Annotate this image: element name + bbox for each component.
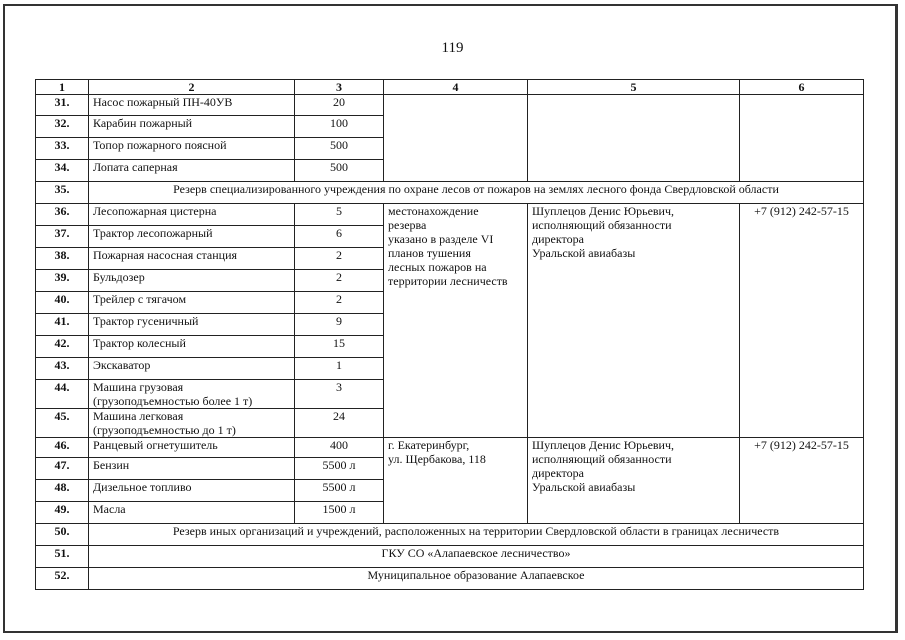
item-name-line: (грузоподъемностью до 1 т)	[93, 423, 236, 437]
item-name: Трейлер с тягачом	[89, 292, 295, 314]
header-cell: 3	[295, 80, 384, 95]
item-qty: 1	[295, 358, 384, 380]
location-cell	[384, 438, 528, 524]
row-number: 45.	[36, 409, 89, 438]
contact-line: исполняющий обязанности	[532, 218, 672, 232]
header-cell: 6	[740, 80, 864, 95]
item-qty: 3	[295, 380, 384, 409]
location-line: указано в разделе VI	[388, 232, 494, 246]
item-qty: 6	[295, 226, 384, 248]
item-qty: 20	[295, 95, 384, 116]
contact-line: Шуплецов Денис Юрьевич,	[532, 438, 675, 452]
section-title: Резерв иных организаций и учреждений, расположенных на территории Свердловской области в границах лесничеств	[89, 524, 864, 546]
item-name: Карабин пожарный	[89, 116, 295, 138]
section-title: Резерв специализированного учреждения по охране лесов от пожаров на землях лесного фонда Свердловской области	[89, 182, 864, 204]
item-name: Масла	[89, 502, 295, 524]
row-number: 32.	[36, 116, 89, 138]
item-name	[89, 409, 295, 438]
item-name: Топор пожарного поясной	[89, 138, 295, 160]
header-cell: 5	[528, 80, 740, 95]
row-number: 34.	[36, 160, 89, 182]
item-qty: 100	[295, 116, 384, 138]
section-title: ГКУ СО «Алапаевское лесничество»	[89, 546, 864, 568]
item-name	[89, 380, 295, 409]
row-number: 50.	[36, 524, 89, 546]
row-number: 46.	[36, 438, 89, 458]
item-qty: 5	[295, 204, 384, 226]
resource-table	[35, 79, 864, 590]
row-number: 36.	[36, 204, 89, 226]
row-number: 48.	[36, 480, 89, 502]
row-number: 47.	[36, 458, 89, 480]
location-line: резерва	[388, 218, 427, 232]
location-line: ул. Щербакова, 118	[388, 452, 486, 466]
header-cell: 1	[36, 80, 89, 95]
item-qty: 1500 л	[295, 502, 384, 524]
contact-line: Шуплецов Денис Юрьевич,	[532, 204, 675, 218]
location-line: г. Екатеринбург,	[388, 438, 470, 452]
item-qty: 15	[295, 336, 384, 358]
contact-line: директора	[532, 232, 584, 246]
section-row	[36, 568, 864, 590]
row-number: 44.	[36, 380, 89, 409]
item-qty: 5500 л	[295, 480, 384, 502]
item-name: Трактор гусеничный	[89, 314, 295, 336]
page-number: 119	[441, 40, 464, 56]
item-name: Дизельное топливо	[89, 480, 295, 502]
row-number: 41.	[36, 314, 89, 336]
location-cell	[384, 204, 528, 438]
row-number: 51.	[36, 546, 89, 568]
item-name: Бензин	[89, 458, 295, 480]
row-number: 40.	[36, 292, 89, 314]
item-name: Трактор колесный	[89, 336, 295, 358]
item-qty: 9	[295, 314, 384, 336]
item-qty: 24	[295, 409, 384, 438]
item-name-line: Машина легковая	[93, 409, 184, 423]
location-cell	[384, 95, 528, 182]
location-line: планов тушения	[388, 246, 471, 260]
contact-line: Уральской авиабазы	[532, 480, 636, 494]
contact-line: директора	[532, 466, 584, 480]
item-qty: 5500 л	[295, 458, 384, 480]
item-name: Насос пожарный ПН-40УВ	[89, 95, 295, 116]
location-line: территории лесничеств	[388, 274, 508, 288]
row-number: 38.	[36, 248, 89, 270]
section-row	[36, 546, 864, 568]
item-qty: 400	[295, 438, 384, 458]
contact-cell	[528, 438, 740, 524]
item-qty: 500	[295, 138, 384, 160]
row-number: 35.	[36, 182, 89, 204]
contact-line: исполняющий обязанности	[532, 452, 672, 466]
phone-cell: +7 (912) 242-57-15	[740, 438, 864, 524]
item-name: Лесопожарная цистерна	[89, 204, 295, 226]
item-qty: 2	[295, 292, 384, 314]
item-name: Ранцевый огнетушитель	[89, 438, 295, 458]
item-name-line: Машина грузовая	[93, 380, 184, 394]
row-number: 49.	[36, 502, 89, 524]
item-qty: 2	[295, 270, 384, 292]
header-row	[36, 80, 864, 95]
row-number: 33.	[36, 138, 89, 160]
row-number: 39.	[36, 270, 89, 292]
item-name-line: (грузоподъемностью более 1 т)	[93, 394, 253, 408]
phone-cell: +7 (912) 242-57-15	[740, 204, 864, 438]
item-qty: 500	[295, 160, 384, 182]
item-name: Бульдозер	[89, 270, 295, 292]
table-row	[36, 438, 864, 458]
row-number: 52.	[36, 568, 89, 590]
section-title: Муниципальное образование Алапаевское	[89, 568, 864, 590]
row-number: 42.	[36, 336, 89, 358]
row-number: 43.	[36, 358, 89, 380]
item-qty: 2	[295, 248, 384, 270]
section-row	[36, 182, 864, 204]
location-line: лесных пожаров на	[388, 260, 487, 274]
contact-cell	[528, 95, 740, 182]
row-number: 31.	[36, 95, 89, 116]
contact-line: Уральской авиабазы	[532, 246, 636, 260]
section-row	[36, 524, 864, 546]
row-number: 37.	[36, 226, 89, 248]
item-name: Пожарная насосная станция	[89, 248, 295, 270]
item-name: Лопата саперная	[89, 160, 295, 182]
contact-cell	[528, 204, 740, 438]
item-name: Экскаватор	[89, 358, 295, 380]
header-cell: 2	[89, 80, 295, 95]
header-cell: 4	[384, 80, 528, 95]
table-row	[36, 204, 864, 226]
location-line: местонахождение	[388, 204, 479, 218]
item-name: Трактор лесопожарный	[89, 226, 295, 248]
phone-cell	[740, 95, 864, 182]
table-row	[36, 95, 864, 116]
